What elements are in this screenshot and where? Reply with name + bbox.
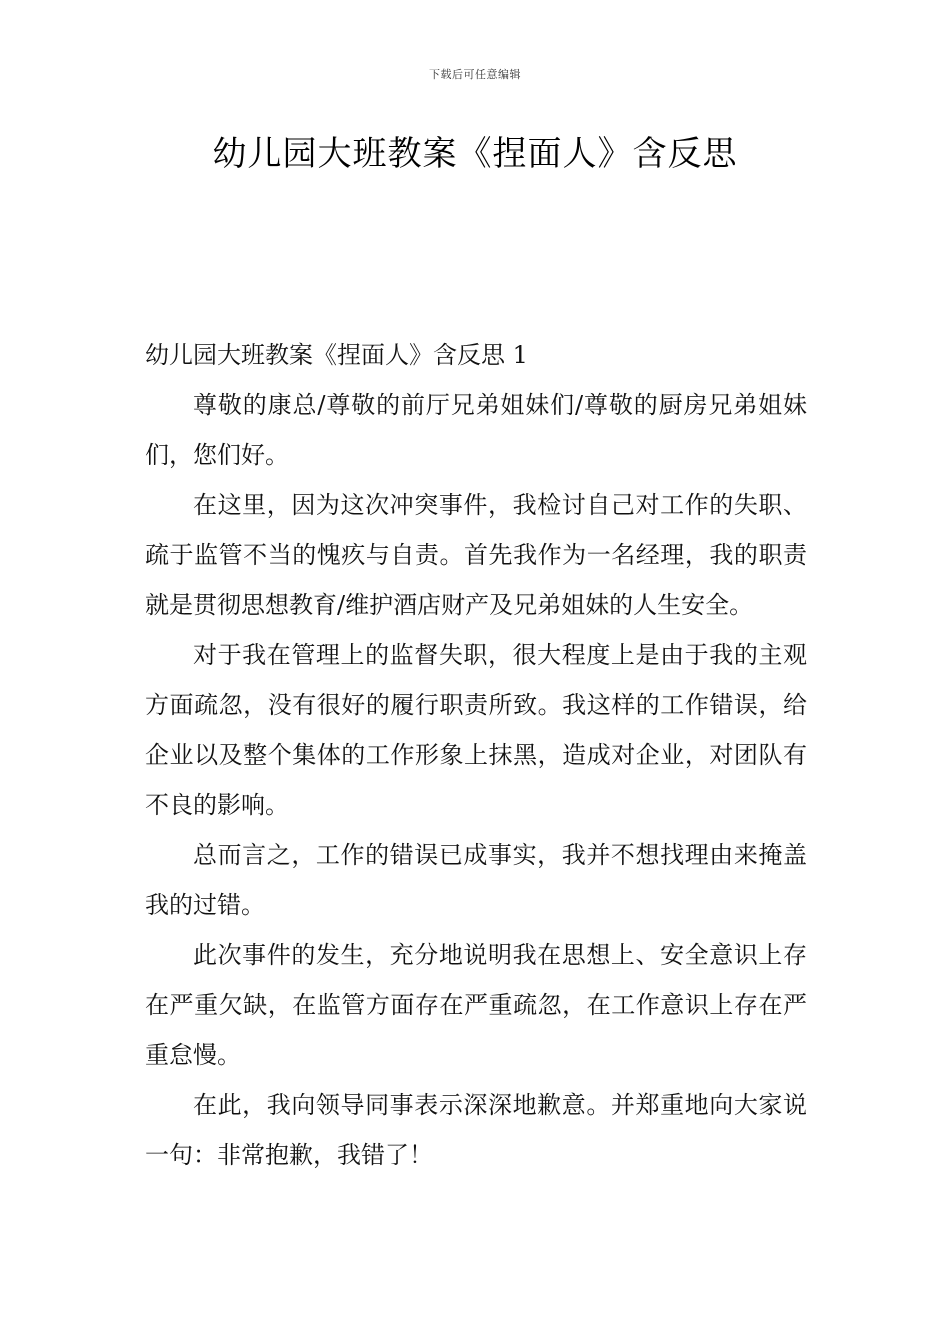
paragraph-greeting: 尊敬的康总/尊敬的前厅兄弟姐妹们/尊敬的厨房兄弟姐妹们，您们好。: [145, 391, 807, 469]
paragraph-summary: 总而言之，工作的错误已成事实，我并不想找理由来掩盖我的过错。: [145, 841, 807, 919]
document-title: 幼儿园大班教案《捏面人》含反思: [212, 134, 738, 174]
document-body: [145, 330, 807, 1180]
paragraph-analysis: 此次事件的发生，充分地说明我在思想上、安全意识上存在严重欠缺，在监管方面存在严重疏忽，在工作意识上存在严重怠慢。: [145, 941, 807, 1069]
section-heading: 幼儿园大班教案《捏面人》含反思 1: [145, 341, 528, 369]
paragraph-self-review: 在这里，因为这次冲突事件，我检讨自己对工作的失职、疏于监管不当的愧疚与自责。首先我作为一名经理，我的职责就是贯彻思想教育/维护酒店财产及兄弟姐妹的人生安全。: [145, 491, 807, 619]
header-note: 下载后可任意编辑: [429, 68, 521, 81]
paragraph-apology: 在此，我向领导同事表示深深地歉意。并郑重地向大家说一句：非常抱歉，我错了！: [145, 1091, 807, 1169]
paragraph-responsibility: 对于我在管理上的监督失职，很大程度上是由于我的主观方面疏忽，没有很好的履行职责所致。我这样的工作错误，给企业以及整个集体的工作形象上抹黑，造成对企业，对团队有不良的影响。: [145, 641, 807, 819]
